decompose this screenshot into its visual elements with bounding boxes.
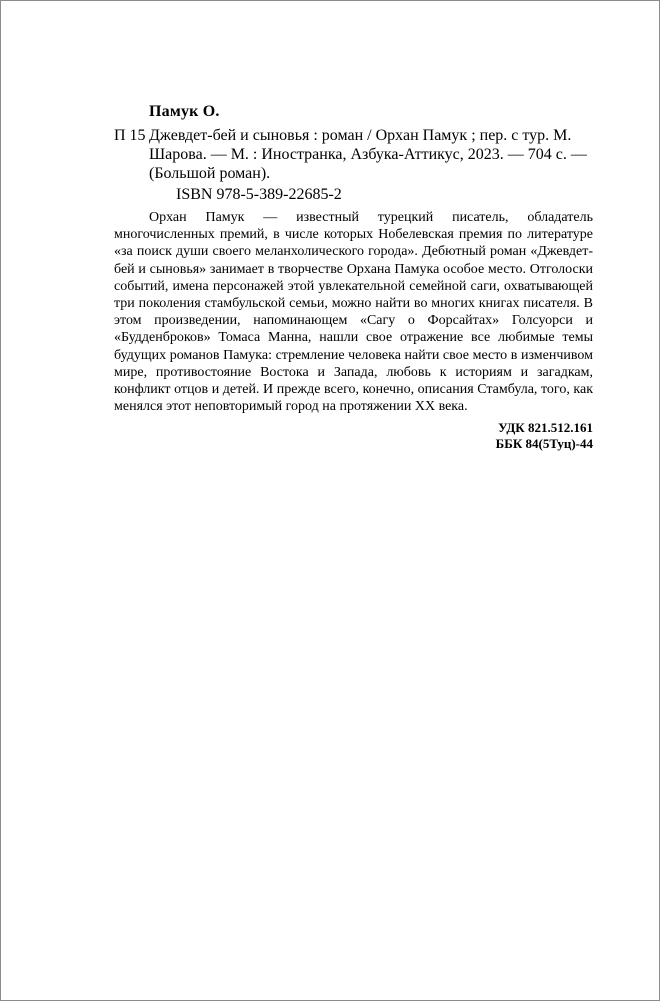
index-code: П 15 [114, 127, 146, 144]
classification-codes [114, 420, 593, 452]
bibliographic-entry [114, 126, 593, 183]
annotation-paragraph: Орхан Памук — известный турецкий писатель, обладатель многочисленных премий, в числе которых Нобелевская премия по литературе «за поиск души своего меланхолического города». Дебютный роман «Джевдет-бей и сыновья» занимает в творчестве Орхана Памука особое место. Отголоски событий, имена персонажей этой увлекательной семейной саги, охватывающей три поколения стамбульской семьи, можно найти во многих книгах писателя. В этом произведении, напоминающем «Сагу о Форсайтах» Голсуорси и «Будденброков» Томаса Манна, нашли свое отражение все любимые темы будущих романов Памука: стремление человека найти свое место в изменчивом мире, противостояние Востока и Запада, любовь к историям и загадкам, конфликт отцов и детей. И прежде всего, конечно, описания Стамбула, того, как менялся этот неповторимый город на протяжении XX века. [114, 210, 593, 415]
udc-code: УДК 821.512.161 [498, 420, 593, 436]
author-heading: Памук О. [149, 103, 220, 120]
bibliographic-description: Джевдет-бей и сыновья : роман / Орхан Памук ; пер. с тур. М. Шарова. — М. : Иностранка, Азбука-Аттикус, 2023. — 704 с. — (Большой роман). [149, 127, 587, 182]
imprint-text-block [114, 102, 593, 452]
bbk-code: ББК 84(5Туц)-44 [495, 436, 593, 452]
isbn-line: ISBN 978-5-389-22685-2 [176, 186, 342, 203]
